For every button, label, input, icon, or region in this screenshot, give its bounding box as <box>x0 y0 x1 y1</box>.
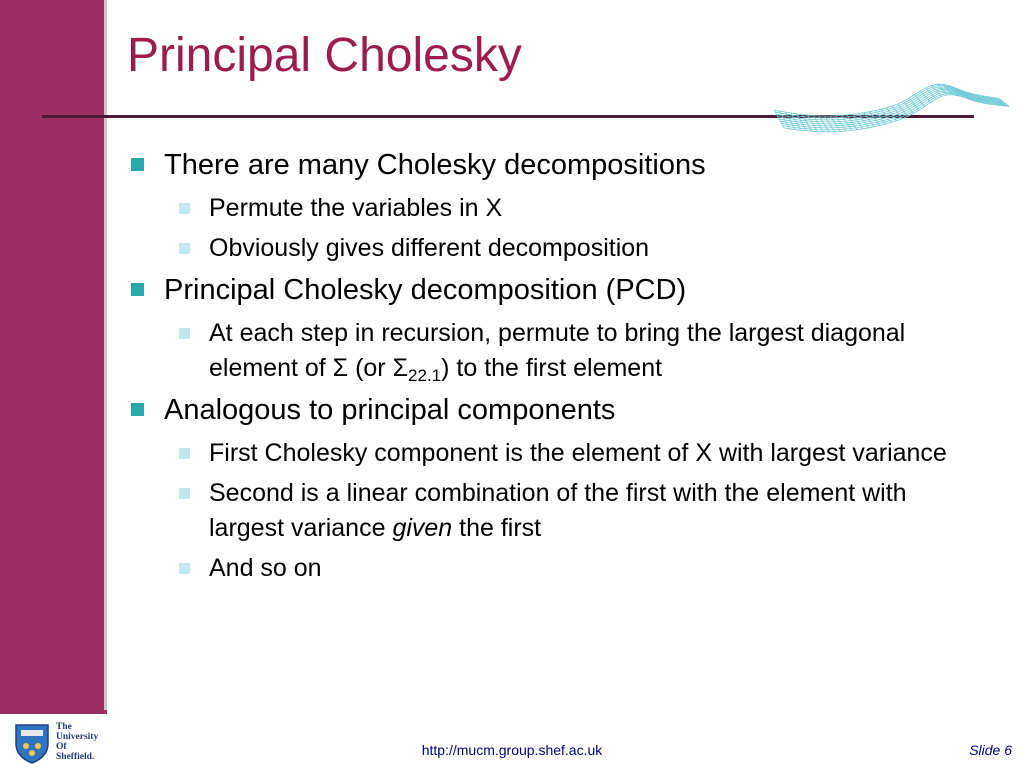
text-run: Permute the variables in X <box>209 194 503 222</box>
bullet-text <box>209 554 322 582</box>
small-square-bullet-icon <box>179 488 190 499</box>
logo-text-line: University <box>56 732 99 742</box>
bullet-text <box>209 479 907 542</box>
bullet-text <box>164 274 686 306</box>
sidebar-band <box>0 0 104 712</box>
square-bullet-icon <box>131 158 144 171</box>
text-run: And so on <box>209 554 322 582</box>
text-run: Obviously gives different decomposition <box>209 234 650 262</box>
slide-number: Slide 6 <box>969 742 1012 758</box>
text-run: First Cholesky component is the element of X with largest variance <box>209 439 947 467</box>
bullet-text <box>209 194 502 222</box>
bullet-item <box>127 271 977 309</box>
small-square-bullet-icon <box>179 243 190 254</box>
text-run: Principal Cholesky decomposition (PCD) <box>164 274 687 306</box>
small-square-bullet-icon <box>179 203 190 214</box>
text-run: At each step in recursion, permute to bring the largest diagonal element of Σ (or Σ <box>209 319 906 382</box>
logo-text-line: Sheffield. <box>56 752 95 762</box>
text-run: the first <box>452 514 542 542</box>
logo-text-line: The <box>56 722 72 732</box>
subscript-text: 22.1 <box>408 366 442 385</box>
bullet-item <box>127 391 977 429</box>
small-square-bullet-icon <box>179 563 190 574</box>
logo-text-line: Of <box>56 742 67 752</box>
sub-bullet-item <box>127 316 977 386</box>
wave-line <box>774 84 999 116</box>
small-square-bullet-icon <box>179 328 190 339</box>
bottom-band <box>0 710 107 714</box>
slide-title: Principal Cholesky <box>127 29 522 82</box>
bullet-text <box>209 439 947 467</box>
sub-bullet-item <box>127 551 977 586</box>
text-run: Second is a linear combination of the first with the element with largest variance <box>209 479 907 542</box>
square-bullet-icon <box>131 283 144 296</box>
text-run: Analogous to principal components <box>164 394 616 426</box>
sidebar-edge <box>104 0 107 712</box>
italic-text: given <box>392 514 453 542</box>
bullet-list <box>127 146 977 591</box>
wave-line <box>853 114 863 129</box>
sub-bullet-item <box>127 231 977 266</box>
small-square-bullet-icon <box>179 448 190 459</box>
bullet-text <box>164 149 706 181</box>
text-run: There are many Cholesky decompositions <box>164 149 706 181</box>
sub-bullet-item <box>127 191 977 226</box>
wave-surface-graphic <box>764 76 1010 156</box>
square-bullet-icon <box>131 403 144 416</box>
bullet-text <box>209 234 649 262</box>
sub-bullet-item <box>127 476 977 546</box>
footer-url: http://mucm.group.shef.ac.uk <box>421 742 603 758</box>
bullet-text <box>209 319 906 385</box>
sub-bullet-item <box>127 436 977 471</box>
bullet-item <box>127 146 977 184</box>
bullet-text <box>164 394 615 426</box>
text-run: ) to the first element <box>441 354 663 382</box>
